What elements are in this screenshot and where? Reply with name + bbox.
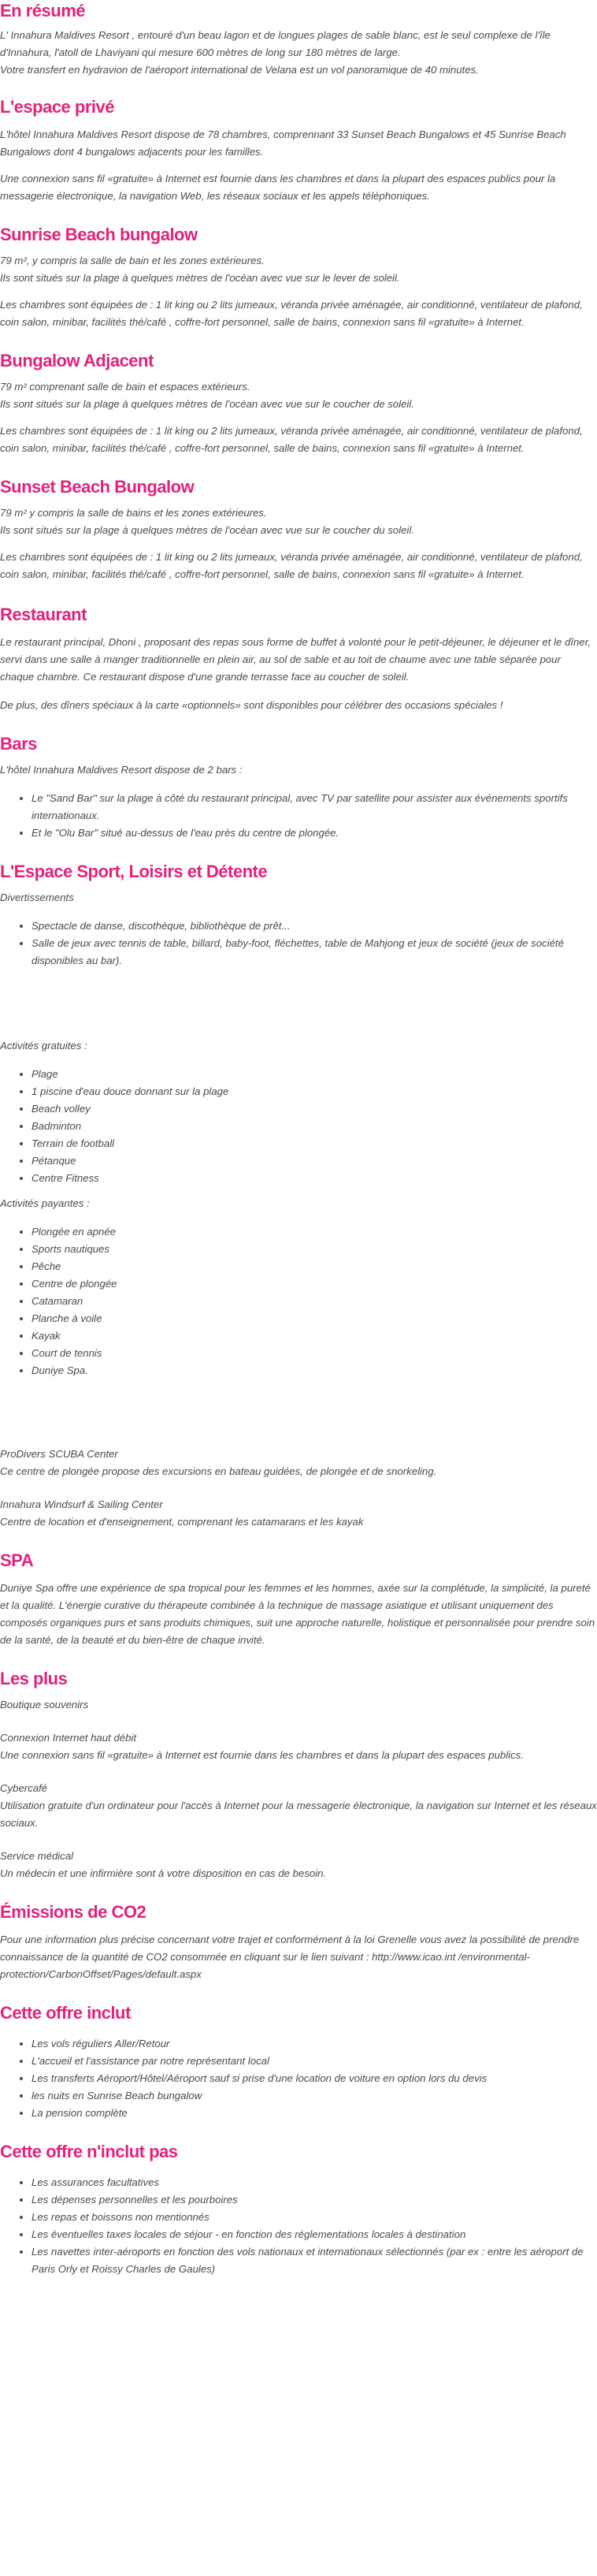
non-inclut-list <box>0 2174 597 2278</box>
boutique-label: Boutique souvenirs <box>0 1699 89 1711</box>
list-item: • Badminton <box>32 1118 597 1135</box>
list-item: • Le "Sand Bar" sur la plage à côté du restaurant principal, avec TV par satellite pour assister aux événements sportifs internationaux. <box>32 790 597 825</box>
section-inclut <box>0 2002 597 2122</box>
list-item: • les nuits en Sunrise Beach bungalow <box>32 2087 597 2105</box>
section-adjacent <box>0 350 597 457</box>
list-item: • Pêche <box>32 1258 597 1275</box>
list-item: • Plongée en apnée <box>32 1223 597 1241</box>
spa-paragraph-1: Duniye Spa offre une expérience de spa tropical pour les femmes et les hommes, axée sur la complétude, la simplicité, la pureté et la qualité. L'énergie curative du thérapeute combinée à la technique de massage asiatique et utilisant uniquement des composés organiques purs et sans produits chimiques, suit une approche naturelle, holistique et personnalisée pour prendre soin de la santé, de la beauté et du bien-être de chaque invité. <box>0 1582 595 1646</box>
section-non-inclut <box>0 2141 597 2278</box>
list-item: • Planche à voile <box>32 1310 597 1327</box>
sunrise-paragraph-2: Les chambres sont équipées de : 1 lit king ou 2 lits jumeaux, véranda privée aménagée, air conditionné, ventilateur de plafond, coin salon, minibar, facilités thé/café , coffre-fort personnel, salle de bains, connexion sans fil «gratuite» à Internet. <box>0 299 583 328</box>
restaurant-paragraph-1: Le restaurant principal, Dhoni , proposant des repas sous forme de buffet à volonté pour le petit-déjeuner, le déjeuner et le dîner, servi dans une salle à manger traditionnelle en plein air, au sol de sable et au toit de chaume avec une table séparée pour chaque chambre. Ce restaurant dispose d'une grande terrasse face au coucher de soleil. <box>0 636 591 683</box>
list-item: • Beach volley <box>32 1100 597 1118</box>
divertissements-label: Divertissements <box>0 892 74 903</box>
sunset-line-1: 79 m² y compris la salle de bains et les zones extérieures. <box>0 507 267 519</box>
section-title-plus: Les plus <box>0 1669 68 1688</box>
internet-description: Une connexion sans fil «gratuite» à Internet est fournie dans les chambres et dans la plupart des espaces publics. <box>0 1749 524 1761</box>
list-item: • Les assurances facultatives <box>32 2174 597 2191</box>
list-item: • Pétanque <box>32 1152 597 1170</box>
list-item: • Les vols réguliers Aller/Retour <box>32 2035 597 2053</box>
section-title-non-inclut: Cette offre n'inclut pas <box>0 2142 178 2161</box>
section-title-resume: En résumé <box>0 1 85 20</box>
section-title-spa: SPA <box>0 1550 34 1570</box>
section-title-bars: Bars <box>0 734 37 754</box>
prodivers-title: ProDivers SCUBA Center <box>0 1448 118 1460</box>
bars-intro: L'hôtel Innahura Maldives Resort dispose de 2 bars : <box>0 764 243 776</box>
sunset-line-2: Ils sont situés sur la plage à quelques mètres de l'océan avec vue sur le coucher du soleil. <box>0 524 414 536</box>
list-item: • Duniye Spa. <box>32 1362 597 1379</box>
section-co2 <box>0 1901 597 1983</box>
section-plus <box>0 1668 597 1882</box>
section-sport <box>0 861 597 1531</box>
list-item: • Centre de plongée <box>32 1275 597 1293</box>
resume-paragraph-2: Votre transfert en hydravion de l'aéroport international de Velana est un vol panoramique de 40 minutes. <box>0 64 479 76</box>
section-title-restaurant: Restaurant <box>0 605 87 624</box>
list-item: • Les éventuelles taxes locales de séjour - en fonction des réglementations locales à destination <box>32 2226 597 2243</box>
list-item: • Catamaran <box>32 1293 597 1310</box>
section-spa <box>0 1550 597 1649</box>
cyber-title: Cybercafé <box>0 1782 48 1794</box>
sunset-paragraph-2: Les chambres sont équipées de : 1 lit king ou 2 lits jumeaux, véranda privée aménagée, air conditionné, ventilateur de plafond, coin salon, minibar, facilités thé/café , coffre-fort personnel, salle de bains, connexion sans fil «gratuite» à Internet. <box>0 551 583 580</box>
divertissements-list <box>0 918 597 970</box>
co2-paragraph-1: Pour une information plus précise concernant votre trajet et conformément à la loi Grenelle vous avez la possibilité de prendre connaissance de la quantité de CO2 consommée en cliquant sur le lien suivant : http://www.icao.int /environmental-protection/CarbonOffset/Pages/default.aspx <box>0 1934 580 1980</box>
list-item: • Spectacle de danse, discothèque, bibliothèque de prêt... <box>32 918 597 935</box>
medical-description: Un médecin et une infirmière sont à votre disposition en cas de besoin. <box>0 1867 327 1879</box>
list-item: • Plage <box>32 1066 597 1083</box>
bars-list <box>0 790 597 842</box>
sunrise-line-1: 79 m², y compris la salle de bain et les zones extérieures. <box>0 255 265 266</box>
cyber-description: Utilisation gratuite d'un ordinateur pour l'accès à Internet pour la messagerie électronique, la navigation sur Internet et les réseaux sociaux. <box>0 1800 597 1829</box>
windsurf-description: Centre de location et d'enseignement, comprenant les catamarans et les kayak <box>0 1516 364 1528</box>
medical-title: Service médical <box>0 1850 74 1862</box>
internet-title: Connexion Internet haut débit <box>0 1732 137 1744</box>
list-item: • Les navettes inter-aéroports en fonction des vols nationaux et internationaux sélectionnés (par ex : entre les aéroport de Paris Orly et Roissy Charles de Gaules) <box>32 2243 597 2278</box>
section-title-sunset: Sunset Beach Bungalow <box>0 477 195 497</box>
list-item: • Et le "Olu Bar" situé au-dessus de l'eau près du centre de plongée. <box>32 825 597 842</box>
free-activities-label: Activités gratuites : <box>0 1040 87 1052</box>
list-item: • La pension complète <box>32 2105 597 2122</box>
list-item: • Sports nautiques <box>32 1241 597 1258</box>
list-item: • Terrain de football <box>32 1135 597 1152</box>
list-item: • 1 piscine d'eau douce donnant sur la plage <box>32 1083 597 1100</box>
section-sunset <box>0 476 597 583</box>
prodivers-description: Ce centre de plongée propose des excursions en bateau guidées, de plongée et de snorkeling. <box>0 1465 437 1477</box>
section-title-inclut: Cette offre inclut <box>0 2003 131 2023</box>
list-item: • Les repas et boissons non mentionnés <box>32 2209 597 2226</box>
windsurf-title: Innahura Windsurf & Sailing Center <box>0 1498 163 1510</box>
list-item: • Court de tennis <box>32 1345 597 1362</box>
list-item: • Kayak <box>32 1327 597 1345</box>
list-item: • L'accueil et l'assistance par notre représentant local <box>32 2053 597 2070</box>
section-bars <box>0 733 597 842</box>
espace-paragraph-1: L'hôtel Innahura Maldives Resort dispose de 78 chambres, comprennant 33 Sunset Beach Bungalows et 45 Sunrise Beach Bungalows dont 4 bungalows adjacents pour les familles. <box>0 128 566 158</box>
section-espace-prive <box>0 96 597 205</box>
sunrise-line-2: Ils sont situés sur la plage à quelques mètres de l'océan avec vue sur le lever de soleil. <box>0 272 400 284</box>
section-title-espace-prive: L'espace privé <box>0 97 114 117</box>
section-title-sport: L'Espace Sport, Loisirs et Détente <box>0 862 268 881</box>
espace-paragraph-2: Une connexion sans fil «gratuite» à Internet est fournie dans les chambres et dans la plupart des espaces publics pour la messagerie électronique, la navigation Web, les réseaux sociaux et les appels téléphoniques. <box>0 173 556 202</box>
section-resume <box>0 0 597 79</box>
adjacent-line-2: Ils sont situés sur la plage à quelques mètres de l'océan avec vue sur le coucher de soleil. <box>0 398 414 410</box>
list-item: • Les dépenses personnelles et les pourboires <box>32 2191 597 2209</box>
section-sunrise <box>0 224 597 331</box>
paid-activities-label: Activités payantes : <box>0 1197 90 1209</box>
restaurant-paragraph-2: De plus, des dîners spéciaux à la carte «optionnels» sont disponibles pour célébrer des occasions spéciales ! <box>0 699 503 711</box>
adjacent-line-1: 79 m² comprenant salle de bain et espaces extérieurs. <box>0 381 250 393</box>
free-activities-list <box>0 1066 597 1187</box>
resume-paragraph-1: L' Innahura Maldives Resort , entouré d'un beau lagon et de longues plages de sable blanc, est le seul complexe de l'île d'Innahura, l'atoll de Lhaviyani qui mesure 600 mètres de long sur 180 mètres de large. <box>0 29 551 58</box>
section-title-co2: Émissions de CO2 <box>0 1902 146 1922</box>
paid-activities-list <box>0 1223 597 1379</box>
section-title-adjacent: Bungalow Adjacent <box>0 351 154 370</box>
section-restaurant <box>0 604 597 714</box>
list-item: • Centre Fitness <box>32 1170 597 1187</box>
inclut-list <box>0 2035 597 2122</box>
section-title-sunrise: Sunrise Beach bungalow <box>0 225 198 244</box>
adjacent-paragraph-2: Les chambres sont équipées de : 1 lit king ou 2 lits jumeaux, véranda privée aménagée, air conditionné, ventilateur de plafond, coin salon, minibar, facilités thé/café , coffre-fort personnel, salle de bains, connexion sans fil «gratuite» à Internet. <box>0 425 583 454</box>
list-item: • Salle de jeux avec tennis de table, billard, baby-foot, fléchettes, table de Mahjong et jeux de société (jeux de société disponibles au bar). <box>32 935 597 970</box>
list-item: • Les transferts Aéroport/Hôtel/Aéroport sauf si prise d'une location de voiture en option lors du devis <box>32 2070 597 2087</box>
